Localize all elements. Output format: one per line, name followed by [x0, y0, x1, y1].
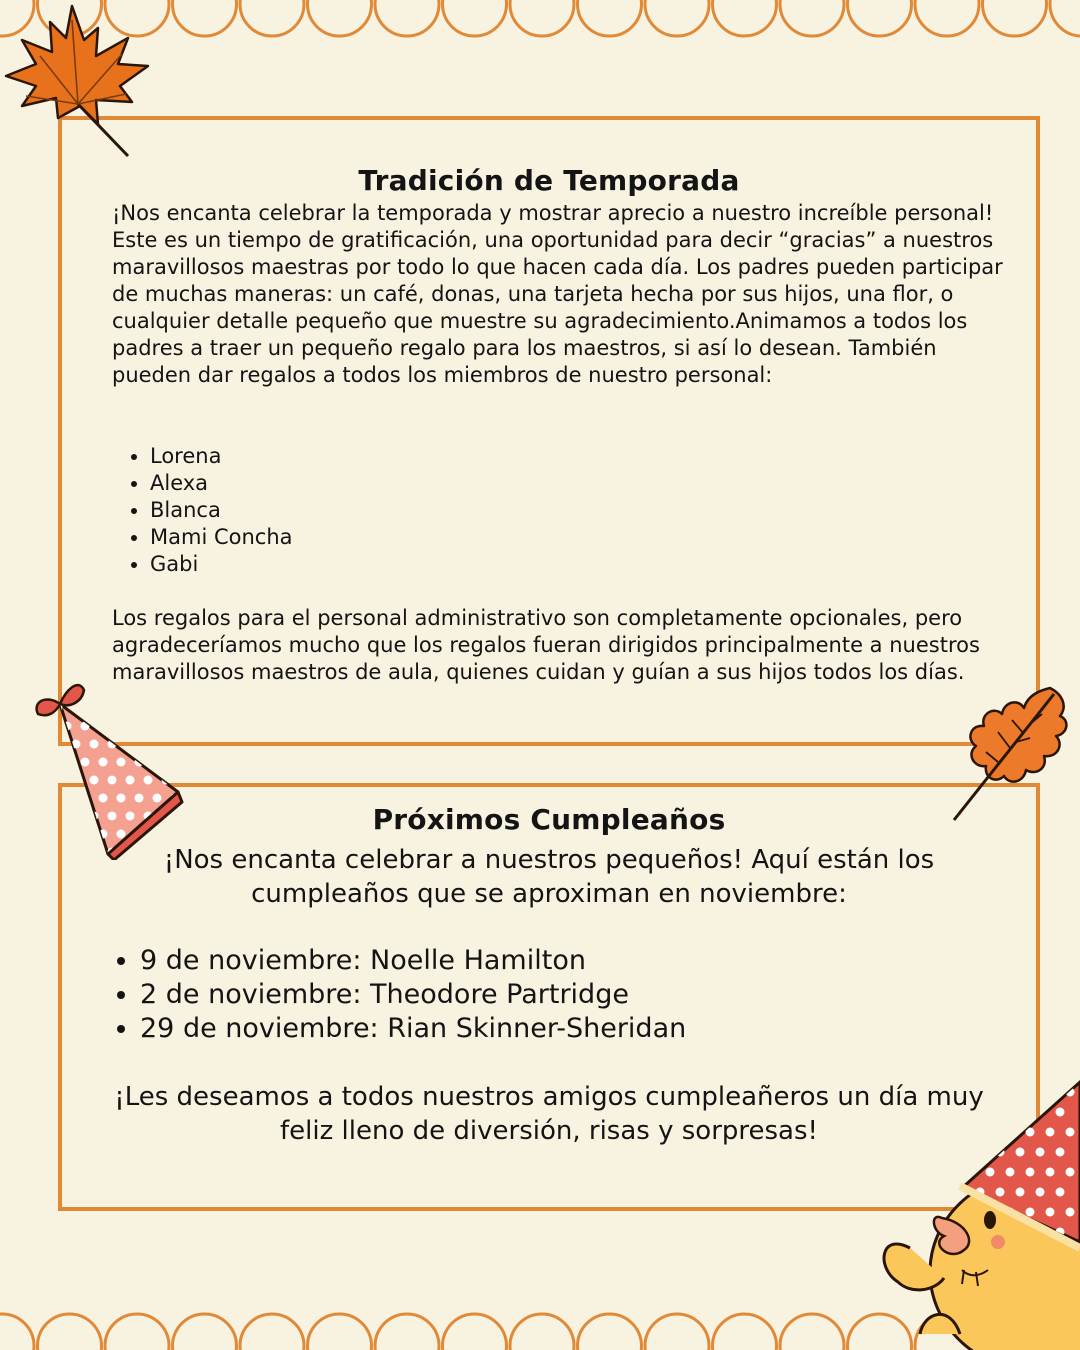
scallop	[510, 1314, 574, 1350]
polka-dot	[90, 704, 99, 713]
scallop	[848, 0, 912, 36]
polka-dot	[63, 830, 72, 839]
scallop	[780, 0, 844, 36]
polka-dot	[54, 740, 63, 749]
polka-dot	[144, 848, 153, 857]
polka-dot	[180, 740, 189, 749]
polka-dot	[81, 758, 90, 767]
scallop	[510, 0, 574, 36]
scallop	[173, 0, 237, 36]
scallop	[578, 0, 642, 36]
polka-dot	[81, 722, 90, 731]
top-scallop-border	[0, 0, 1080, 40]
polka-dot	[1016, 1188, 1025, 1197]
scallop	[713, 0, 777, 36]
polka-dot	[180, 776, 189, 785]
polka-dot	[966, 1128, 975, 1137]
polka-dot	[117, 830, 126, 839]
polka-dot	[108, 812, 117, 821]
polka-dot	[1056, 1108, 1065, 1117]
polka-dot	[996, 1108, 1005, 1117]
polka-dot	[1016, 1108, 1025, 1117]
polka-dot	[162, 740, 171, 749]
polka-dot	[99, 794, 108, 803]
seasonal-tradition-title: Tradición de Temporada	[358, 164, 740, 197]
scallop	[578, 1314, 642, 1350]
maple-leaf-icon	[0, 0, 160, 160]
polka-dot	[99, 722, 108, 731]
scallop	[983, 0, 1047, 36]
polka-dot	[986, 1128, 995, 1137]
polka-dot	[144, 776, 153, 785]
staff-list	[112, 443, 293, 578]
scallop	[375, 0, 439, 36]
polka-dot	[180, 848, 189, 857]
polka-dot	[90, 776, 99, 785]
polka-dot	[1056, 1148, 1065, 1157]
polka-dot	[1046, 1208, 1055, 1217]
list-item: • Blanca	[150, 497, 293, 524]
polka-dot	[171, 830, 180, 839]
list-item: • Lorena	[150, 443, 293, 470]
polka-dot	[1046, 1168, 1055, 1177]
polka-dot	[72, 812, 81, 821]
polka-dot	[966, 1168, 975, 1177]
birthdays-intro: ¡Nos encanta celebrar a nuestros pequeños! Aquí están los cumpleaños que se aproximan en noviembre:	[163, 845, 935, 909]
polka-dot	[63, 794, 72, 803]
polka-dot	[1006, 1168, 1015, 1177]
staff-gift-note: Los regalos para el personal administrativo son completamente opcionales, pero agradeceríamos mucho que los regalos fueran dirigidos principalmente a nuestros maravillosos maestros de aula, quienes cuidan y guían a sus hijos todos los días.	[112, 606, 980, 684]
polka-dot	[72, 776, 81, 785]
polka-dot	[144, 740, 153, 749]
polka-dot	[108, 776, 117, 785]
polka-dot	[144, 704, 153, 713]
seasonal-tradition-intro: ¡Nos encanta celebrar la temporada y mostrar aprecio a nuestro increíble personal! Este es un tiempo de gratificación, una oportunidad para decir “gracias” a nuestros maravillosos maestras por todo lo que hacen cada día. Los padres pueden participar de muchas maneras: un café, donas, una tarjeta hecha por sus hijos, una flor, o cualquier detalle pequeño que muestre su agradecimiento.Animamos a todos los padres a traer un pequeño regalo para los maestros, si así lo desean. También pueden dar regalos a todos los miembros de nuestro personal:	[112, 201, 1003, 387]
polka-dot	[956, 1108, 965, 1117]
polka-dot	[1006, 1128, 1015, 1137]
polka-dot	[135, 794, 144, 803]
polka-dot	[153, 758, 162, 767]
polka-dot	[1006, 1088, 1015, 1097]
scallop	[443, 1314, 507, 1350]
polka-dot	[54, 776, 63, 785]
list-item: • 29 de noviembre: Rian Skinner-Sheridan	[140, 1012, 686, 1046]
list-item: • Gabi	[150, 551, 293, 578]
party-hat-icon	[26, 668, 188, 860]
polka-dot	[966, 1088, 975, 1097]
polka-dot	[108, 704, 117, 713]
polka-dot	[986, 1088, 995, 1097]
polka-dot	[171, 722, 180, 731]
polka-dot	[162, 704, 171, 713]
scallop	[105, 1314, 169, 1350]
oak-leaf-icon	[950, 680, 1075, 825]
polka-dot	[117, 758, 126, 767]
polka-dot	[54, 812, 63, 821]
polka-dot	[72, 848, 81, 857]
polka-dot	[1026, 1168, 1035, 1177]
scallop	[915, 0, 979, 36]
birthdays-closing: ¡Les deseamos a todos nuestros amigos cumpleañeros un día muy feliz lleno de diversión, risas y sorpresas!	[114, 1082, 984, 1146]
seasonal-tradition-section	[58, 116, 1040, 746]
scallop	[308, 0, 372, 36]
polka-dot	[996, 1188, 1005, 1197]
polka-dot	[81, 830, 90, 839]
polka-dot	[126, 704, 135, 713]
polka-dot	[126, 776, 135, 785]
polka-dot	[1016, 1148, 1025, 1157]
list-item: • Mami Concha	[150, 524, 293, 551]
polka-dot	[63, 758, 72, 767]
polka-dot	[90, 740, 99, 749]
polka-dot	[171, 758, 180, 767]
scallop	[240, 0, 304, 36]
polka-dot	[1056, 1188, 1065, 1197]
list-item: • 2 de noviembre: Theodore Partridge	[140, 978, 686, 1012]
polka-dot	[126, 812, 135, 821]
scallop	[1050, 0, 1080, 36]
scallop	[443, 0, 507, 36]
list-item: • Alexa	[150, 470, 293, 497]
polka-dot	[1026, 1088, 1035, 1097]
polka-dot	[162, 848, 171, 857]
polka-dot	[117, 722, 126, 731]
scallop	[308, 1314, 372, 1350]
polka-dot	[1026, 1208, 1035, 1217]
polka-dot	[54, 848, 63, 857]
polka-dot	[1066, 1168, 1075, 1177]
polka-dot	[153, 830, 162, 839]
chick-icon	[880, 1072, 1080, 1350]
polka-dot	[1046, 1128, 1055, 1137]
scallop	[0, 1314, 34, 1350]
scallop	[780, 1314, 844, 1350]
scallop	[38, 1314, 102, 1350]
polka-dot	[1066, 1128, 1075, 1137]
polka-dot	[976, 1108, 985, 1117]
polka-dot	[117, 794, 126, 803]
list-item: • 9 de noviembre: Noelle Hamilton	[140, 944, 686, 978]
polka-dot	[153, 722, 162, 731]
polka-dot	[1036, 1108, 1045, 1117]
polka-dot	[1066, 1208, 1075, 1217]
scallop	[713, 1314, 777, 1350]
polka-dot	[1036, 1148, 1045, 1157]
polka-dot	[90, 848, 99, 857]
polka-dot	[1046, 1088, 1055, 1097]
polka-dot	[956, 1148, 965, 1157]
scallop	[240, 1314, 304, 1350]
upcoming-birthdays-title: Próximos Cumpleaños	[372, 803, 726, 836]
polka-dot	[180, 812, 189, 821]
polka-dot	[976, 1148, 985, 1157]
polka-dot	[126, 740, 135, 749]
polka-dot	[1036, 1188, 1045, 1197]
scallop	[375, 1314, 439, 1350]
polka-dot	[986, 1168, 995, 1177]
polka-dot	[99, 758, 108, 767]
scallop	[645, 1314, 709, 1350]
scallop	[645, 0, 709, 36]
scallop	[173, 1314, 237, 1350]
polka-dot	[135, 722, 144, 731]
polka-dot	[153, 794, 162, 803]
polka-dot	[180, 704, 189, 713]
birthday-list	[112, 944, 686, 1046]
